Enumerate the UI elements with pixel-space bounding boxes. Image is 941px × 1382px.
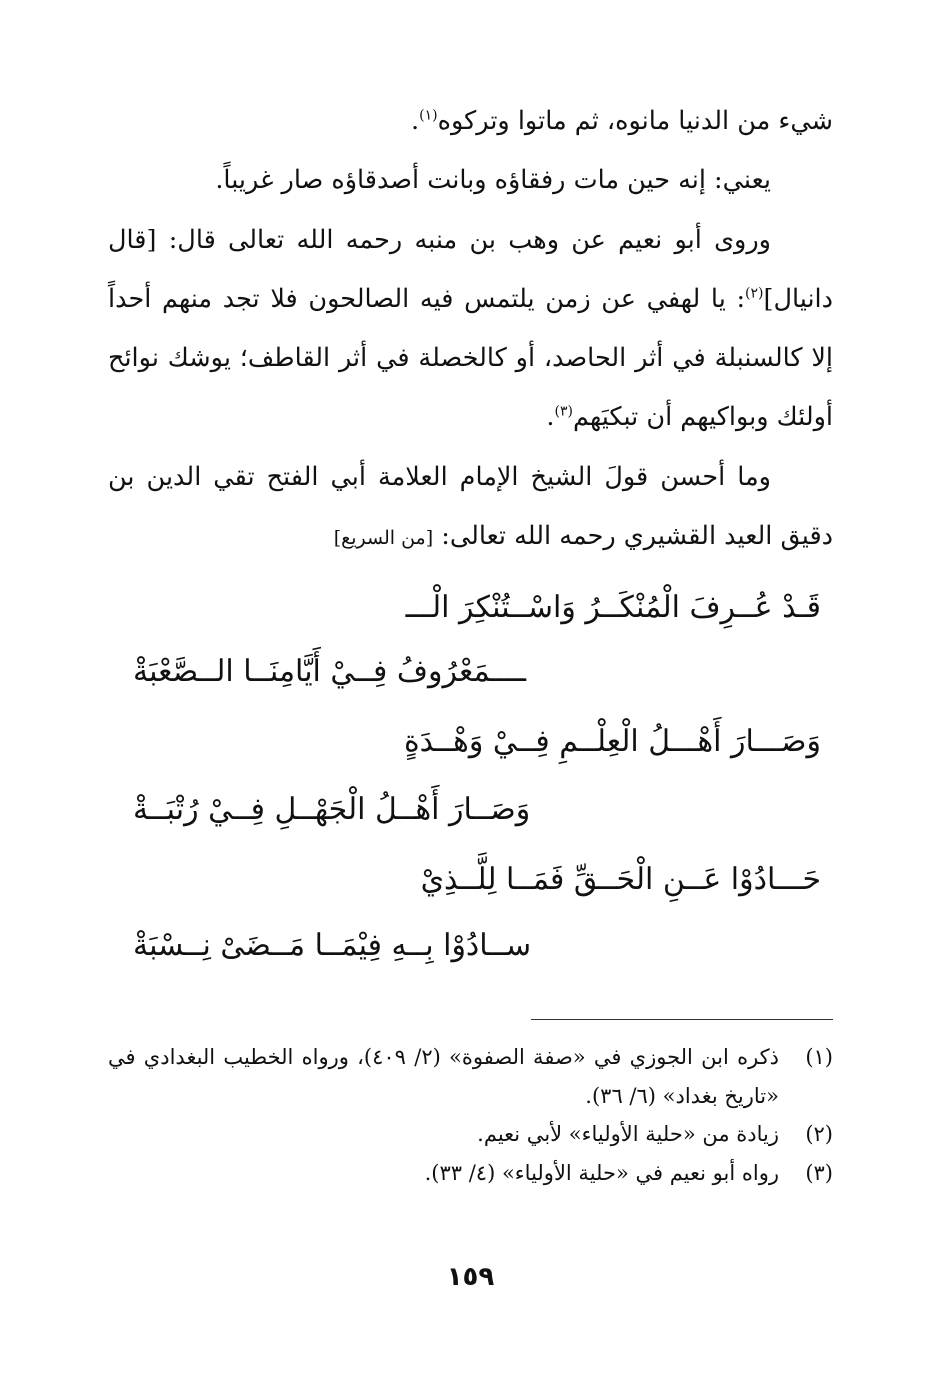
footnotes	[108, 1038, 833, 1192]
verse-line: ســادُوْا بِــهِ فِيْمَــا مَــضَىْ نِــسْبَةْ	[133, 928, 532, 963]
footnote	[108, 1038, 833, 1115]
verse-line: ــــمَعْرُوفُ فِــيْ أَيَّامِنَــا الــصَّعْبَةْ	[133, 654, 526, 689]
footnote-number: (٢)	[805, 1122, 833, 1146]
main-text	[108, 92, 833, 568]
footnote-text: زيادة من «حلية الأولياء» لأبي نعيم.	[477, 1122, 779, 1146]
footnote-number: (٣)	[805, 1160, 833, 1185]
paragraph	[108, 151, 833, 210]
paragraph	[108, 92, 833, 151]
footnote-text: رواه أبو نعيم في «حلية الأولياء» (٤/ ٣٣).	[424, 1160, 779, 1185]
paragraph	[108, 448, 833, 569]
footnote	[108, 1115, 833, 1154]
paragraph-end: .	[546, 402, 555, 433]
verse-line: حَـــادُوْا عَــنِ الْحَــقِّ فَمَــا لِلَّــذِيْ	[420, 862, 821, 897]
verse-line: قَـدْ عُــرِفَ الْمُنْكَــرُ وَاسْــتُنْكِرَ الْـــ	[405, 590, 821, 625]
footnote-number: (١)	[805, 1045, 833, 1069]
footnote	[108, 1154, 833, 1193]
paragraph-text: شيء من الدنيا مانوه، ثم ماتوا وتركوه	[437, 106, 833, 136]
footnote-ref: (١)	[419, 107, 438, 124]
footnote-text: ذكره ابن الجوزي في «صفة الصفوة» (٢/ ٤٠٩)، ورواه الخطيب البغدادي في «تاريخ بغداد» (٦/ ٣٦).	[108, 1045, 780, 1108]
paragraph-end: .	[411, 106, 420, 136]
paragraph-text: وروى أبو نعيم عن وهب بن منبه رحمه الله تعالى قال: [قال دانيال]	[108, 224, 833, 314]
paragraph-text: وما أحسن قولَ الشيخ الإمام العلامة أبي الفتح تقي الدين بن دقيق العيد القشيري رحمه الله تعالى:	[108, 461, 833, 552]
footnote-separator	[531, 1019, 833, 1020]
paragraph-text: : يا لهفي عن زمن يلتمس فيه الصالحون فلا تجد منهم أحداً إلا كالسنبلة في أثر الحاصد، أو كالخصلة في أثر القاطف؛ يوشك نوائح أولئك وبواكيهم أن تبكيَهم	[108, 283, 833, 433]
page-number: ١٥٩	[446, 1262, 495, 1292]
footnote-ref: (٣)	[554, 403, 573, 420]
meter-label: [من السريع]	[333, 527, 434, 550]
footnote-ref: (٢)	[745, 285, 764, 302]
paragraph-text: يعني: إنه حين مات رفقاؤه وبانت أصدقاؤه صار غريباً.	[215, 165, 771, 196]
verse-line: وَصَــارَ أَهْــلُ الْجَهْــلِ فِــيْ رُتْبَــةْ	[133, 792, 531, 827]
paragraph	[108, 211, 833, 448]
verse-line: وَصَـــارَ أَهْـــلُ الْعِلْــمِ فِــيْ وَهْــدَةٍ	[403, 724, 821, 759]
